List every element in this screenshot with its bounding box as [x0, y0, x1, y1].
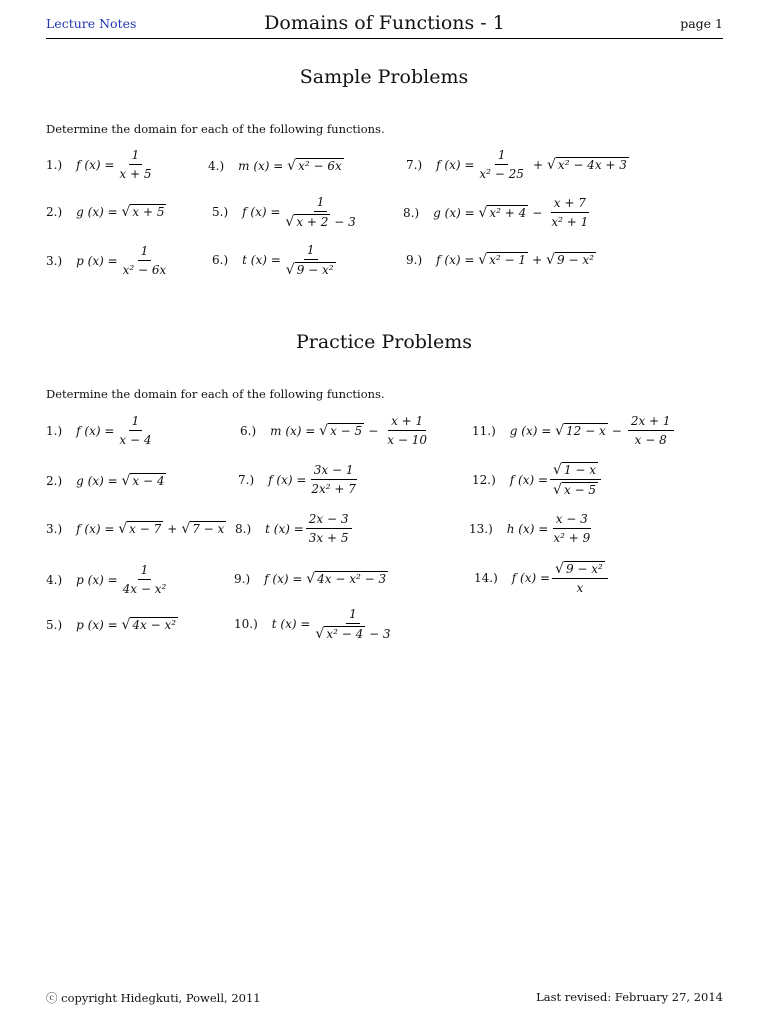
- square-root: √ x² − 4x + 3: [547, 157, 627, 173]
- square-root: √ 12 − x: [555, 423, 606, 439]
- practice-instruction: Determine the domain for each of the following functions.: [46, 387, 385, 401]
- problem-number: 3.): [46, 253, 63, 268]
- numerator: x + 7: [551, 196, 589, 213]
- problem-lhs: f (x) =: [268, 472, 307, 487]
- fraction: [384, 414, 430, 447]
- square-root: √ x − 7: [118, 521, 162, 537]
- sample-problem-3: [46, 244, 171, 277]
- problem-number: 3.): [46, 521, 63, 536]
- denominator: x − 4: [119, 433, 152, 447]
- square-root: √ 9 − x²: [555, 561, 603, 577]
- denominator: x² − 25: [479, 167, 524, 181]
- numerator: 1: [138, 244, 152, 261]
- radicand: 1 − x: [563, 463, 597, 477]
- sample-problem-6: [212, 243, 341, 277]
- denominator-tail: − 3: [334, 215, 356, 229]
- last-revised-date: Last revised: February 27, 2014: [536, 990, 723, 1004]
- numerator: 3x − 1: [311, 463, 357, 480]
- fraction: [306, 512, 352, 545]
- problem-number: 9.): [234, 571, 251, 586]
- numerator: 1: [129, 148, 143, 165]
- radicand: x² + 4: [489, 206, 527, 220]
- square-root: √ 9 − x²: [285, 262, 334, 278]
- problem-lhs: f (x) =: [511, 571, 551, 585]
- denominator: 3x + 5: [308, 531, 349, 545]
- problem-lhs: f (x) =: [436, 252, 475, 267]
- square-root: √ x + 5: [121, 204, 165, 220]
- radicand: x² − 6x: [298, 159, 342, 173]
- practice-problem-11: [472, 414, 676, 447]
- denominator-tail: − 3: [369, 627, 391, 641]
- problem-lhs: m (x) =: [270, 423, 316, 438]
- radicand: x − 5: [563, 483, 597, 497]
- radicand: x − 5: [330, 424, 363, 438]
- page-number: page 1: [680, 16, 723, 31]
- square-root: √ 4x − x² − 3: [306, 571, 387, 587]
- practice-problem-1: [46, 414, 157, 447]
- numerator: 1: [138, 563, 152, 580]
- radicand: x² − 1: [489, 253, 527, 267]
- problem-lhs: g (x) =: [76, 204, 118, 219]
- denominator: 2x² + 7: [311, 482, 356, 496]
- square-root: √ 7 − x: [181, 521, 225, 537]
- fraction: [120, 244, 170, 277]
- numerator: x − 3: [553, 512, 591, 529]
- problem-number: 14.): [474, 571, 498, 585]
- practice-problem-2: [46, 473, 166, 488]
- square-root: √ x − 4: [121, 473, 165, 489]
- problem-number: 2.): [46, 473, 63, 488]
- numerator: x + 1: [388, 414, 426, 431]
- problem-number: 8.): [235, 521, 252, 536]
- practice-problem-4: [46, 563, 171, 596]
- operator: +: [167, 521, 178, 536]
- radicand: 7 − x: [192, 522, 225, 536]
- denominator: x: [576, 581, 584, 595]
- radicand: 9 − x²: [557, 253, 594, 267]
- problem-lhs: p (x) =: [76, 617, 118, 632]
- square-root: √ 9 − x²: [546, 252, 594, 268]
- problem-lhs: f (x) =: [242, 205, 281, 219]
- radicand: 4x − x²: [132, 618, 177, 632]
- square-root: √ x² + 4: [478, 205, 527, 221]
- practice-problem-7: [238, 463, 361, 496]
- problem-lhs: f (x) =: [76, 423, 115, 438]
- problem-number: 8.): [403, 205, 420, 220]
- square-root: √ x² − 1: [478, 252, 527, 268]
- fraction: [550, 512, 593, 545]
- numerator: 2x + 1: [628, 414, 674, 431]
- problem-number: 6.): [212, 253, 229, 267]
- operator: +: [532, 157, 543, 172]
- fraction: [476, 148, 527, 181]
- radicand: x − 7: [129, 522, 162, 536]
- practice-problem-10: [234, 607, 396, 641]
- page-header: [46, 10, 723, 39]
- square-root: √ 1 − x: [553, 462, 597, 478]
- fraction: [312, 607, 393, 641]
- sample-problems-title: Sample Problems: [299, 66, 469, 88]
- fraction: [282, 195, 358, 229]
- sample-problem-7: [406, 148, 629, 181]
- problem-number: 1.): [46, 157, 63, 172]
- operator: −: [368, 423, 379, 438]
- denominator: 4x − x²: [122, 582, 167, 596]
- fraction: [552, 561, 608, 595]
- header-course-link[interactable]: Lecture Notes: [46, 16, 137, 31]
- denominator: x² − 6x: [122, 263, 167, 277]
- radicand: x² − 4x + 3: [557, 158, 627, 172]
- fraction: [548, 196, 591, 229]
- denominator: x² + 9: [553, 531, 591, 545]
- denominator: x − 8: [634, 433, 667, 447]
- denominator: x − 10: [387, 433, 427, 447]
- problem-lhs: t (x) =: [271, 617, 311, 631]
- sample-problem-1: [46, 148, 157, 181]
- practice-problem-12: [472, 462, 603, 497]
- problem-lhs: f (x) =: [76, 521, 115, 536]
- practice-problem-9: [234, 571, 388, 586]
- practice-problem-6: [240, 414, 432, 447]
- practice-problem-13: [469, 512, 595, 545]
- problem-number: 6.): [240, 423, 257, 438]
- radicand: x + 2: [296, 215, 329, 229]
- sample-instruction: Determine the domain for each of the following functions.: [46, 122, 385, 136]
- copyright-notice: ⓒ copyright Hidegkuti, Powell, 2011: [46, 991, 261, 1005]
- numerator: 1: [314, 195, 328, 212]
- square-root: √ x + 2: [285, 214, 329, 230]
- problem-lhs: t (x) =: [265, 521, 304, 536]
- sample-problem-9: [406, 252, 596, 267]
- problem-lhs: g (x) =: [433, 205, 475, 220]
- square-root: √ x² − 4: [315, 626, 364, 642]
- practice-problem-3: [46, 521, 226, 536]
- problem-lhs: f (x) =: [264, 571, 303, 586]
- square-root: √ x − 5: [553, 482, 597, 498]
- practice-problem-14: [474, 561, 610, 595]
- fraction: [550, 462, 601, 497]
- radicand: 9 − x²: [565, 562, 603, 576]
- radicand: 4x − x² − 3: [317, 572, 387, 586]
- denominator: x² + 1: [551, 215, 589, 229]
- problem-number: 5.): [212, 205, 229, 219]
- problem-lhs: h (x) =: [506, 521, 549, 536]
- numerator: 1: [346, 607, 360, 624]
- radicand: x + 5: [132, 205, 165, 219]
- problem-number: 9.): [406, 252, 423, 267]
- operator: +: [532, 252, 543, 267]
- operator: −: [532, 205, 543, 220]
- problem-number: 5.): [46, 617, 63, 632]
- sample-problem-8: [403, 196, 593, 229]
- practice-problem-5: [46, 617, 178, 632]
- square-root: √ x − 5: [319, 423, 363, 439]
- problem-lhs: f (x) =: [76, 157, 115, 172]
- problem-lhs: g (x) =: [76, 473, 118, 488]
- problem-lhs: m (x) =: [238, 158, 284, 173]
- square-root: √ 4x − x²: [121, 617, 177, 633]
- fraction: [308, 463, 359, 496]
- problem-number: 10.): [234, 617, 258, 631]
- problem-number: 11.): [472, 423, 496, 438]
- problem-lhs: f (x) =: [509, 472, 549, 487]
- problem-lhs: g (x) =: [509, 423, 552, 438]
- numerator: 1: [495, 148, 509, 165]
- fraction: [116, 148, 154, 181]
- radicand: 12 − x: [566, 424, 606, 438]
- fraction: [116, 414, 154, 447]
- practice-problem-8: [235, 512, 354, 545]
- problem-lhs: p (x) =: [76, 572, 118, 587]
- sample-problem-2: [46, 204, 166, 219]
- practice-problems-title: Practice Problems: [295, 331, 473, 353]
- radicand: x − 4: [132, 474, 165, 488]
- sample-problem-4: [208, 158, 344, 173]
- problem-lhs: p (x) =: [76, 253, 118, 268]
- problem-number: 4.): [46, 572, 63, 587]
- fraction: [283, 243, 339, 277]
- numerator: 2x − 3: [306, 512, 352, 529]
- radicand: 9 − x²: [296, 263, 334, 277]
- square-root: √ x² − 6x: [287, 158, 342, 174]
- problem-number: 7.): [406, 157, 423, 172]
- sample-problem-5: [212, 195, 361, 229]
- page-title: Domains of Functions - 1: [264, 12, 505, 34]
- problem-lhs: f (x) =: [436, 157, 475, 172]
- fraction: [120, 563, 170, 596]
- fraction: [628, 414, 674, 447]
- denominator: x + 5: [119, 167, 152, 181]
- problem-number: 7.): [238, 472, 255, 487]
- operator: −: [611, 423, 622, 438]
- numerator: 1: [304, 243, 318, 260]
- problem-number: 12.): [472, 472, 496, 487]
- radicand: x² − 4: [326, 627, 364, 641]
- problem-number: 4.): [208, 158, 225, 173]
- problem-number: 13.): [469, 521, 493, 536]
- problem-number: 1.): [46, 423, 63, 438]
- problem-lhs: t (x) =: [242, 253, 281, 267]
- numerator: 1: [129, 414, 143, 431]
- problem-number: 2.): [46, 204, 63, 219]
